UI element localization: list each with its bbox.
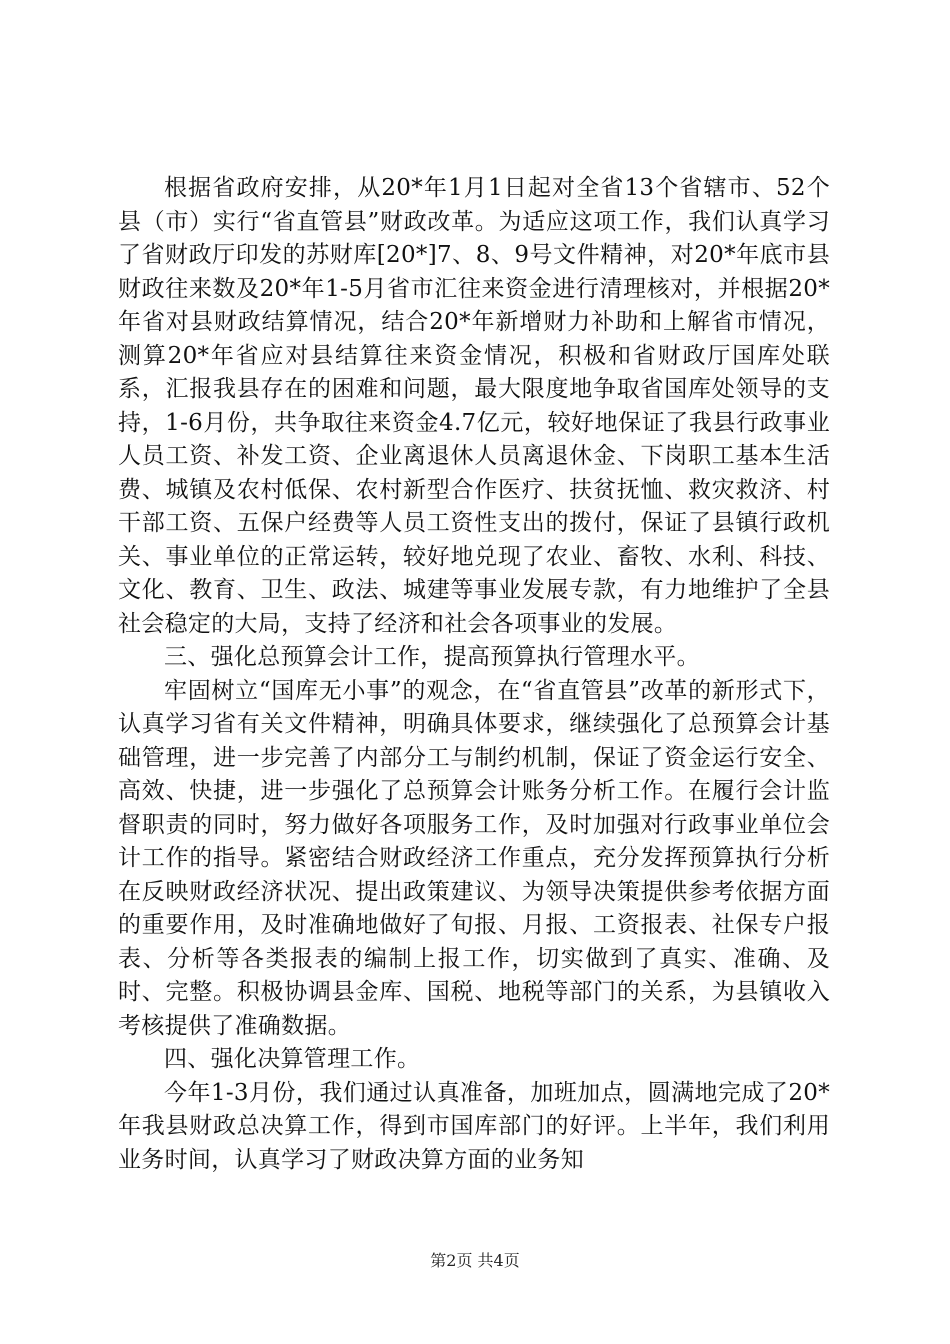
document-body	[118, 172, 830, 1177]
paragraph-budget-accounting: 牢固树立“国库无小事”的观念，在“省直管县”改革的新形式下，认真学习省有关文件精神，明确具体要求，继续强化了总预算会计基础管理，进一步完善了内部分工与制约机制，保证了资金运行安全、高效、快捷，进一步强化了总预算会计账务分析工作。在履行会计监督职责的同时，努力做好各项服务工作，及时加强对行政事业单位会计工作的指导。紧密结合财政经济工作重点，充分发挥预算执行分析在反映财政经济状况、提出政策建议、为领导决策提供参考依据方面的重要作用，及时准确地做好了旬报、月报、工资报表、社保专户报表、分析等各类报表的编制上报工作，切实做到了真实、准确、及时、完整。积极协调县金库、国税、地税等部门的关系，为县镇收入考核提供了准确数据。	[118, 677, 830, 1039]
heading-section-four: 四、强化决算管理工作。	[164, 1046, 421, 1072]
heading-section-three: 三、强化总预算会计工作，提高预算执行管理水平。	[164, 644, 700, 670]
paragraph-final-accounts: 今年1-3月份，我们通过认真准备，加班加点，圆满地完成了20*年我县财政总决算工作，得到市国库部门的好评。上半年，我们利用业务时间，认真学习了财政决算方面的业务知	[118, 1079, 830, 1173]
page-footer: 第2页 共4页	[430, 1251, 520, 1270]
paragraph-finance-reform: 根据省政府安排，从20*年1月1日起对全省13个省辖市、52个县（市）实行“省直管县”财政改革。为适应这项工作，我们认真学习了省财政厅印发的苏财库[20*]7、8、9号文件精神，对20*年底市县财政往来数及20*年1-5月省市汇往来资金进行清理核对，并根据20*年省对县财政结算情况，结合20*年新增财力补助和上解省市情况，测算20*年省应对县结算往来资金情况，积极和省财政厅国库处联系，汇报我县存在的困难和问题，最大限度地争取省国库处领导的支持，1-6月份，共争取往来资金4.7亿元，较好地保证了我县行政事业人员工资、补发工资、企业离退休人员离退休金、下岗职工基本生活费、城镇及农村低保、农村新型合作医疗、扶贫抚恤、救灾救济、村干部工资、五保户经费等人员工资性支出的拨付，保证了县镇行政机关、事业单位的正常运转，较好地兑现了农业、畜牧、水利、科技、文化、教育、卫生、政法、城建等事业发展专款，有力地维护了全县社会稳定的大局，支持了经济和社会各项事业的发展。	[118, 175, 830, 637]
